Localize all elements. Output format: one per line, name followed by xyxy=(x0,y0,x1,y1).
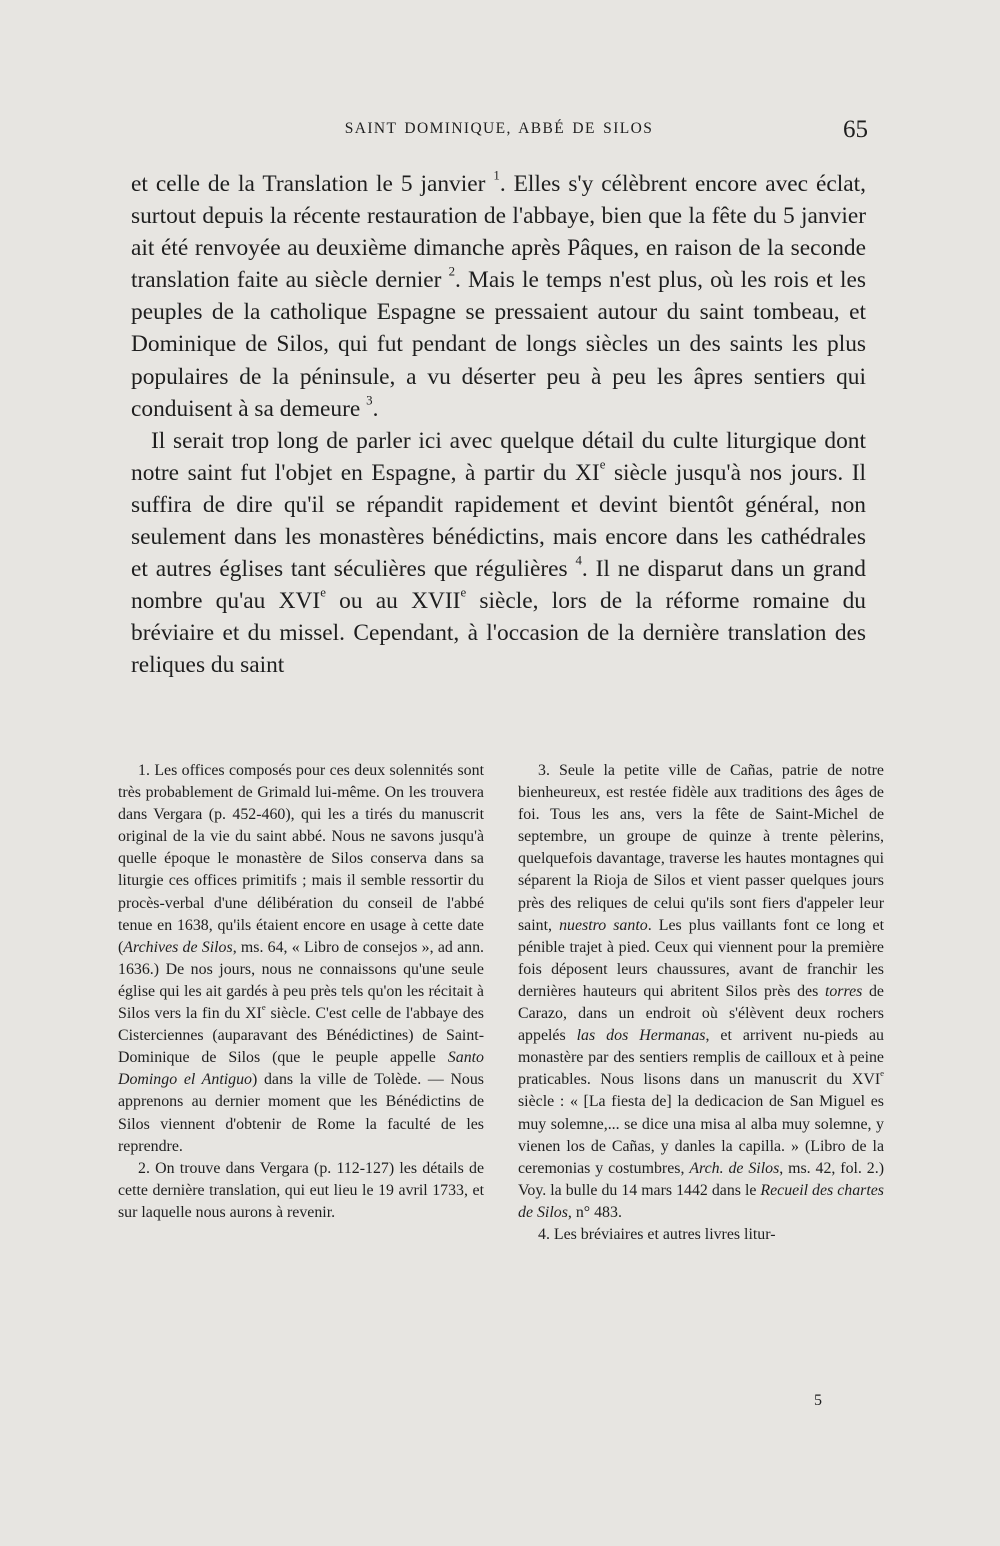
text-run: ) dans la ville de Tolède. — Nous apprenons au dernier moment que les Bénédictins de Silos viennent d'obtenir de Rome la faculté de les reprendre. xyxy=(118,1071,484,1155)
text-run: et celle de la Translation le 5 janvier xyxy=(131,171,494,197)
italic-run: Archives de Silos xyxy=(123,938,233,956)
text-run: 3. Seule la petite ville de Cañas, patrie de notre bienheureux, est restée fidèle aux traditions des âges de foi. Tous les ans, vers la fête de Saint-Michel de septembre, un groupe de quinze à trente pèlerins, quelquefois davantage, traverse les hautes montagnes qui séparent la Rioja de Silos et vient passer quelques jours près des reliques de celui qu'ils sont fiers d'appeler leur saint, xyxy=(518,762,884,934)
footnote-ref-4: 4 xyxy=(575,553,582,568)
footnote-column-right xyxy=(518,760,884,1246)
footnote-ref-1: 1 xyxy=(493,168,500,183)
footnotes xyxy=(118,760,884,1246)
text-run: Il serait trop long de parler ici avec quelque détail du culte liturgique dont notre saint fut l'objet en Espagne, à partir du XI xyxy=(131,427,866,486)
text-run: 1. Les offices composés pour ces deux solennités sont très probablement de Grimald lui-même. On les trouvera dans Vergara (p. 452-460), qui les a tirés du manuscrit original de la vie du saint abbé. Nous ne savons jusqu'à quelle époque le monastère de Silos conserva dans sa liturgie ces offices primitifs ; mais il semble ressortir du procès-verbal d'une délibération du conseil de l'abbé tenue en 1638, qu'ils étaient encore en usage à cette date ( xyxy=(118,762,484,956)
page-header xyxy=(130,116,868,144)
footnote-4: 4. Les bréviaires et autres livres litur- xyxy=(538,1225,776,1243)
italic-run: Arch. de Silos xyxy=(689,1159,780,1177)
main-text xyxy=(131,168,866,682)
page-number: 65 xyxy=(843,116,868,143)
paragraph-2 xyxy=(131,425,866,682)
italic-run: nuestro santo xyxy=(559,916,648,934)
text-run: ou au XVII xyxy=(325,588,461,615)
running-title: SAINT DOMINIQUE, ABBÉ DE SILOS xyxy=(344,120,654,137)
text-run: , ms. 42, fol. 2.) Voy. la bulle du 14 mars 1442 dans le xyxy=(518,1159,884,1199)
italic-run: Recueil des chartes de Silos xyxy=(518,1181,884,1221)
text-run: . Mais le temps n'est plus, où les rois et les peuples de la catholique Espagne se pressaient autour du saint tombeau, et Dominique de Silos, qui fut pendant de longs siècles un des saints les plus populaires de la péninsule, a vu déserter peu à peu les âpres sentiers qui conduisent à sa demeure xyxy=(131,267,866,422)
text-run: , et arrivent nu-pieds au monastère par des sentiers remplis de cailloux et à peine praticables. Nous lisons dans un manuscrit du XVI xyxy=(518,1027,884,1089)
text-run: , ms. 64, « Libro de consejos », ad ann. 1636.) De nos jours, nous ne connaissons qu'une seule église qui les ait gardés à peu près tels qu'on les récitait à Silos vers la fin du XI xyxy=(118,938,484,1023)
text-run: . Les plus vaillants font ce long et pénible trajet à pied. Ceux qui viennent pour la première fois déposent leurs chaussures, avant de franchir les dernières hauteurs qui abritent Silos près des xyxy=(518,916,884,1000)
text-run: de Carazo, dans un endroit où s'élèvent deux rochers appelés xyxy=(518,982,884,1045)
footnote-ref-2: 2 xyxy=(448,264,456,279)
signature-mark: 5 xyxy=(814,1392,822,1409)
italic-run: torres xyxy=(824,982,863,1000)
text-run: , n° 483. xyxy=(567,1203,622,1221)
text-run: . Elles s'y célèbrent encore avec éclat, surtout depuis la récente restauration de l'abbaye, bien que la fête du 5 janvier ait été renvoyée au deuxième dimanche après Pâques, en raison de la seconde translation faite au siècle dernier xyxy=(131,171,866,294)
footnote-column-left xyxy=(118,760,484,1246)
text-run: siècle, lors de la réforme romaine du bréviaire et du missel. Cependant, à l'occasion de la dernière translation des reliques du saint xyxy=(131,588,867,679)
text-run: siècle jusqu'à nos jours. Il suffira de dire qu'il se répandit rapidement et devint bientôt général, non seulement dans les monastères bénédictins, mais encore dans les cathédrales et autres églises tant séculières que régulières xyxy=(131,459,866,583)
footnote-2: 2. On trouve dans Vergara (p. 112-127) les détails de cette dernière translation, qui eut lieu le 19 avril 1733, et sur laquelle nous aurons à revenir. xyxy=(118,1159,484,1221)
text-run: siècle : « [La fiesta de] la dedicacion de San Miguel es muy solemne,... se dice una misa al alba muy solemne, y vienen los de Cañas, y danles la capilla. » (Libro de la ceremonias y costumbres, xyxy=(518,1093,884,1177)
text-run: . xyxy=(372,395,379,422)
footnote-1 xyxy=(118,760,484,1158)
superscript: e xyxy=(460,585,467,600)
text-run: . Il ne disparut dans un grand nombre qu'au XVI xyxy=(131,556,866,615)
footnote-ref-3: 3 xyxy=(366,393,373,408)
footnote-3 xyxy=(518,760,884,1224)
superscript: e xyxy=(261,1002,266,1013)
superscript: e xyxy=(599,457,606,472)
superscript: e xyxy=(880,1068,884,1079)
italic-run: Santo Domingo el Antiguo xyxy=(118,1049,484,1089)
italic-run: las dos Hermanas xyxy=(576,1027,706,1045)
paragraph-1 xyxy=(131,168,866,425)
superscript: e xyxy=(320,585,326,600)
text-run: siècle. C'est celle de l'abbaye des Cisterciennes (auparavant des Bénédictines) de Saint-Dominique de Silos (que le peuple appelle xyxy=(118,1005,484,1067)
